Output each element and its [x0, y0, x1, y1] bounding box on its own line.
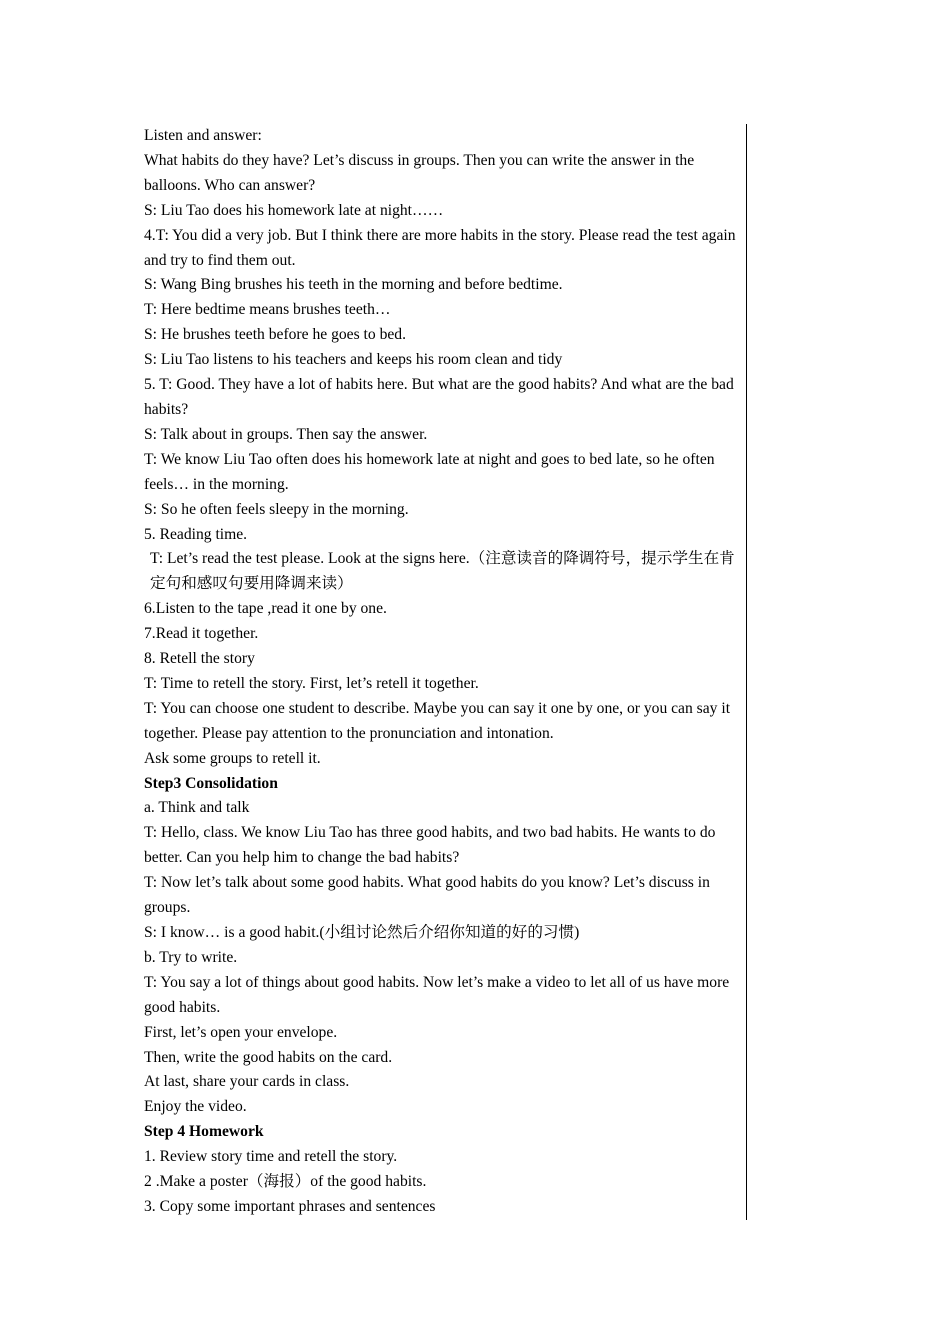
- text-line: S: Liu Tao does his homework late at night……: [144, 201, 444, 219]
- text-line: 3. Copy some important phrases and sentences: [144, 1197, 436, 1215]
- text-line: S: Wang Bing brushes his teeth in the morning and before bedtime.: [144, 276, 563, 294]
- text-line: At last, share your cards in class.: [144, 1073, 350, 1091]
- text-line: T: Time to retell the story. First, let’s retell it together.: [144, 674, 479, 692]
- text-line: S: Talk about in groups. Then say the answer.: [144, 425, 428, 443]
- text-line: 1. Review story time and retell the story.: [144, 1148, 398, 1166]
- text-line: 4.T: You did a very job. But I think there are more habits in the story. Please read the test again and try to find them out.: [144, 226, 736, 269]
- text-line: T: We know Liu Tao often does his homework late at night and goes to bed late, so he often feels… in the morning.: [144, 450, 715, 493]
- text-line: b. Try to write.: [144, 948, 238, 966]
- table-border-right: [746, 124, 747, 1220]
- text-line: S: He brushes teeth before he goes to bed.: [144, 326, 406, 344]
- text-line: 5. Reading time.: [144, 525, 248, 543]
- text-line: 5. T: Good. They have a lot of habits here. But what are the good habits? And what are the bad habits?: [144, 376, 734, 418]
- lesson-plan-text: [144, 124, 741, 1220]
- text-line: Then, write the good habits on the card.: [144, 1048, 393, 1066]
- text-line: S: So he often feels sleepy in the morning.: [144, 500, 409, 518]
- text-line: T: Now let’s talk about some good habits. What good habits do you know? Let’s discuss in groups.: [144, 874, 710, 917]
- section-heading: Step 4 Homework: [144, 1123, 264, 1141]
- text-line: T: Let’s read the test please. Look at the signs here.（注意读音的降调符号，提示学生在肯定句和感叹句要用降调来读）: [150, 550, 735, 593]
- text-line: T: You say a lot of things about good habits. Now let’s make a video to let all of us have more good habits.: [144, 973, 730, 1016]
- text-line: a. Think and talk: [144, 799, 250, 817]
- text-line: T: You can choose one student to describe. Maybe you can say it one by one, or you can say it together. Please pay attention to the pronunciation and intonation.: [144, 699, 731, 742]
- text-line: 2 .Make a poster（海报）of the good habits.: [144, 1173, 427, 1191]
- text-line: Listen and answer:: [144, 127, 262, 144]
- text-line: Enjoy the video.: [144, 1098, 247, 1116]
- text-line: First, let’s open your envelope.: [144, 1023, 338, 1041]
- section-heading: Step3 Consolidation: [144, 774, 278, 792]
- text-line: 7.Read it together.: [144, 625, 259, 643]
- text-line: Ask some groups to retell it.: [144, 749, 321, 767]
- text-line: 8. Retell the story: [144, 650, 255, 668]
- text-line: S: Liu Tao listens to his teachers and keeps his room clean and tidy: [144, 351, 563, 369]
- text-line: T: Here bedtime means brushes teeth…: [144, 301, 391, 319]
- text-line: T: Hello, class. We know Liu Tao has three good habits, and two bad habits. He wants to do better. Can you help him to change the bad habits?: [144, 824, 716, 867]
- text-line: S: I know… is a good habit.(小组讨论然后介绍你知道的好的习惯): [144, 924, 580, 941]
- text-line: 6.Listen to the tape ,read it one by one.: [144, 600, 387, 618]
- text-line: What habits do they have? Let’s discuss in groups. Then you can write the answer in the balloons. Who can answer?: [144, 151, 695, 194]
